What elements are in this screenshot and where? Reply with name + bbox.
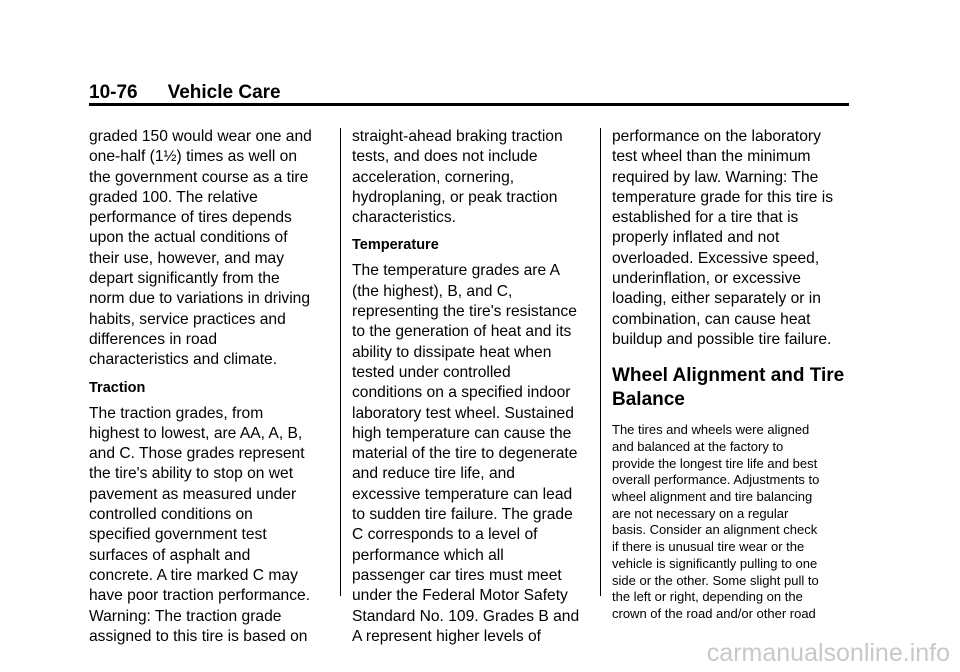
paragraph xyxy=(612,127,852,350)
text-line: crown of the road and/or other road xyxy=(612,606,816,621)
text-line: straight-ahead braking traction xyxy=(352,128,563,145)
text-line: Standard No. 109. Grades B and xyxy=(352,607,580,625)
text-line: conditions on a specified indoor xyxy=(352,384,571,402)
section-heading: Balance xyxy=(612,389,685,411)
page-number: 10-76 xyxy=(89,82,138,103)
text-line: surfaces of asphalt and xyxy=(89,546,251,564)
text-line: C corresponds to a level of xyxy=(352,526,538,544)
section-heading: Wheel Alignment and Tire xyxy=(612,365,845,387)
text-line: overloaded. Excessive speed, xyxy=(612,249,820,267)
text-line: loading, either separately or in xyxy=(612,290,821,308)
text-line: basis. Consider an alignment check xyxy=(612,522,818,538)
text-line: overall performance. Adjustments to xyxy=(612,472,820,488)
text-line: to the generation of heat and its xyxy=(352,323,572,341)
text-line: the government course as a tire xyxy=(89,168,309,186)
text-line: representing the tire's resistance xyxy=(352,303,577,321)
text-line: properly inflated and not xyxy=(612,229,780,247)
text-line: underinflation, or excessive xyxy=(612,270,801,288)
text-line: are not necessary on a regular xyxy=(612,505,789,521)
text-line: to sudden tire failure. The grade xyxy=(352,506,573,524)
text-line: combination, can cause heat xyxy=(612,310,811,328)
text-line: the left or right, depending on the xyxy=(612,589,803,605)
text-line: ability to dissipate heat when xyxy=(352,343,552,361)
text-line: Warning: The traction grade xyxy=(89,607,282,625)
text-line: controlled conditions on xyxy=(89,506,253,524)
text-line: performance on the laboratory xyxy=(612,128,821,145)
text-line: test wheel than the minimum xyxy=(612,148,811,166)
text-line: The traction grades, from xyxy=(89,404,264,422)
text-column-2 xyxy=(352,127,590,647)
paragraph xyxy=(352,261,590,647)
text-line: under the Federal Motor Safety xyxy=(352,587,568,605)
page-header xyxy=(89,82,281,104)
text-line: passenger car tires must meet xyxy=(352,566,562,584)
paragraph xyxy=(612,422,852,622)
text-line: specified government test xyxy=(89,526,267,544)
text-column-1 xyxy=(89,127,327,647)
text-line: highest to lowest, are AA, A, B, xyxy=(89,424,303,442)
column-divider xyxy=(600,128,601,596)
subheading-temperature: Temperature xyxy=(352,237,439,254)
text-line: norm due to variations in driving xyxy=(89,290,311,308)
text-line: upon the actual conditions of xyxy=(89,229,288,247)
text-line: the tire's ability to stop on wet xyxy=(89,465,294,483)
text-line: (the highest), B, and C, xyxy=(352,282,513,300)
paragraph xyxy=(352,127,590,228)
text-line: established for a tire that is xyxy=(612,209,799,227)
text-line: graded 150 would wear one and xyxy=(89,128,312,145)
text-line: performance which all xyxy=(352,546,504,564)
text-line: laboratory test wheel. Sustained xyxy=(352,404,574,422)
text-line: vehicle is significantly pulling to one xyxy=(612,555,818,571)
text-line: excessive temperature can lead xyxy=(352,485,573,503)
paragraph xyxy=(89,127,327,371)
text-line: habits, service practices and xyxy=(89,310,286,328)
text-line: their use, however, and may xyxy=(89,249,285,267)
text-line: required by law. Warning: The xyxy=(612,168,819,186)
text-line: assigned to this tire is based on xyxy=(89,627,308,645)
text-line: and reduce tire life, and xyxy=(352,465,515,483)
text-line: concrete. A tire marked C may xyxy=(89,566,298,584)
text-line: acceleration, cornering, xyxy=(352,168,515,186)
text-line: if there is unusual tire wear or the xyxy=(612,539,805,555)
column-divider xyxy=(340,128,341,596)
text-line: differences in road xyxy=(89,330,218,348)
text-line: characteristics. xyxy=(352,209,456,227)
text-line: temperature grade for this tire is xyxy=(612,188,834,206)
text-line: material of the tire to degenerate xyxy=(352,445,578,463)
header-rule xyxy=(89,103,849,106)
subheading-traction: Traction xyxy=(89,379,146,396)
text-line: have poor traction performance. xyxy=(89,587,311,605)
text-line: tested under controlled xyxy=(352,363,511,381)
text-line: graded 100. The relative xyxy=(89,188,258,206)
text-line: depart significantly from the xyxy=(89,270,280,288)
paragraph xyxy=(89,404,327,648)
text-line: provide the longest tire life and best xyxy=(612,455,818,471)
text-line: one-half (1½) times as well on xyxy=(89,148,298,166)
text-line: pavement as measured under xyxy=(89,485,297,503)
text-line: and C. Those grades represent xyxy=(89,445,305,463)
text-line: hydroplaning, or peak traction xyxy=(352,188,558,206)
text-line: wheel alignment and tire balancing xyxy=(612,489,813,505)
text-line: characteristics and climate. xyxy=(89,351,278,369)
section-title: Vehicle Care xyxy=(167,82,281,103)
text-line: side or the other. Some slight pull to xyxy=(612,572,819,588)
text-column-3 xyxy=(612,127,852,623)
text-line: performance of tires depends xyxy=(89,209,292,227)
text-line: and balanced at the factory to xyxy=(612,438,784,454)
text-line: The temperature grades are A xyxy=(352,262,561,280)
text-line: tests, and does not include xyxy=(352,148,538,166)
text-line: buildup and possible tire failure. xyxy=(612,330,832,348)
text-line: high temperature can cause the xyxy=(352,424,572,442)
text-line: A represent higher levels of xyxy=(352,627,541,645)
watermark: carmanualsonline.info xyxy=(706,639,950,667)
text-line: The tires and wheels were aligned xyxy=(612,422,810,438)
